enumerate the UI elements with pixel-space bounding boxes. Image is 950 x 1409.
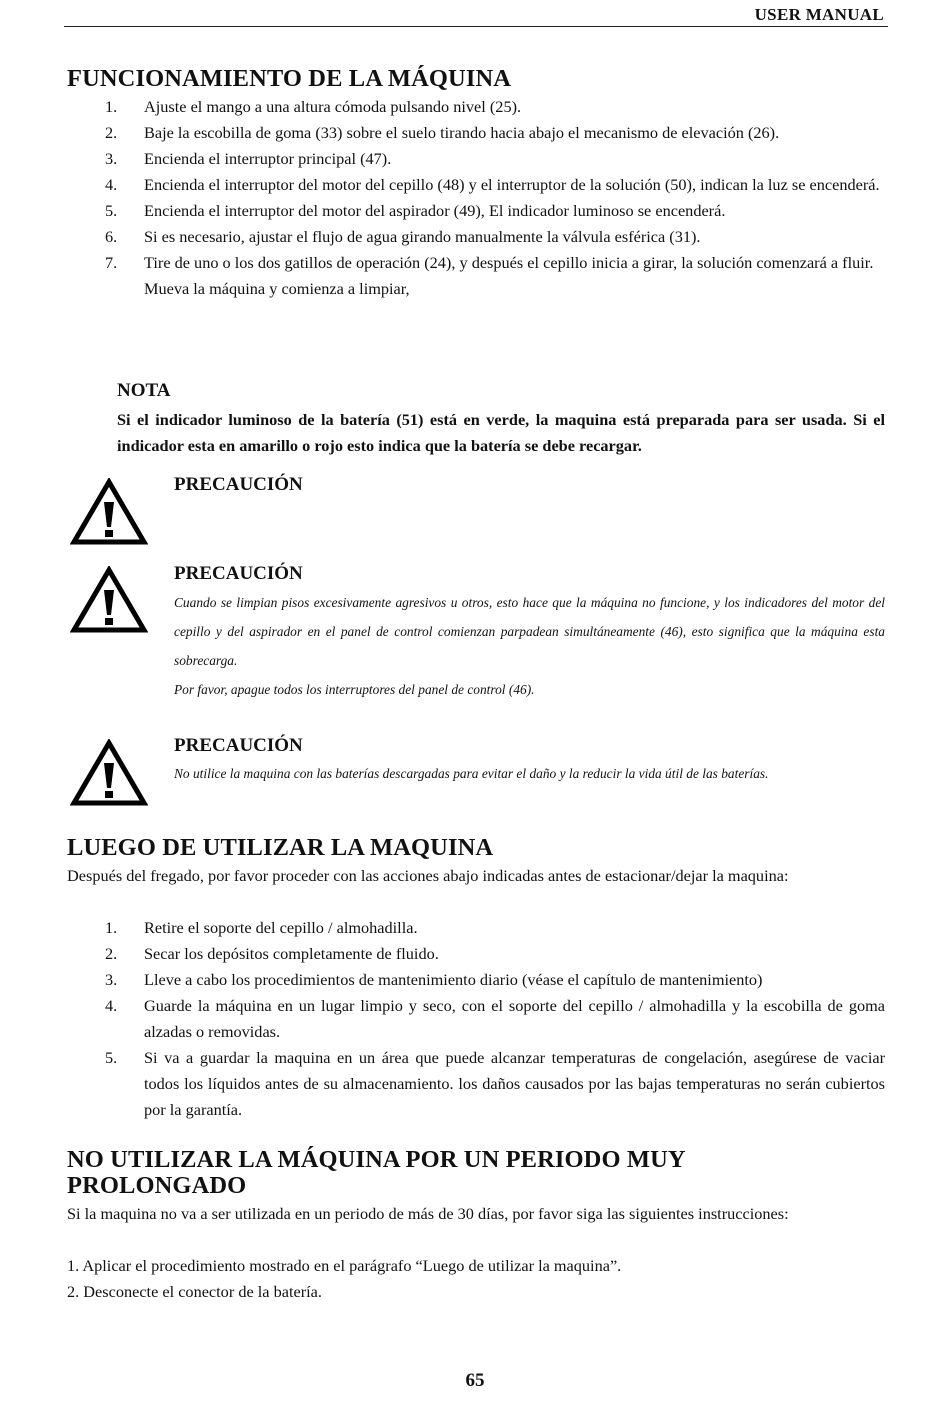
list-item [67, 941, 885, 967]
list-item-number: 7. [105, 253, 118, 272]
list-item-number: 4. [105, 996, 118, 1015]
list-item [67, 993, 885, 1045]
header-divider [64, 26, 888, 27]
list-item [67, 224, 885, 250]
list-item-text: Ajuste el mango a una altura cómoda pulsando nivel (25). [144, 97, 522, 116]
list-item-text: Secar los depósitos completamente de fluido. [144, 944, 439, 963]
list-item-text: Encienda el interruptor del motor del aspirador (49), El indicador luminoso se encenderá. [144, 201, 726, 220]
section-title-long-storage [67, 1147, 686, 1199]
list-item [67, 967, 885, 993]
warning-text: Por favor, apague todos los interruptores del panel de control (46). [174, 682, 535, 697]
warning-text: Cuando se limpian pisos excesivamente agresivos u otros, esto hace que la máquina no funcione, y los indicadores del motor del cepillo y del aspirador en el panel de control comienzan parpadean simultáneamente (46), esto significa que la máquina esta sobrecarga. [174, 595, 885, 668]
list-item [67, 172, 885, 198]
section-title-line: PROLONGADO [67, 1172, 247, 1199]
section-title-operation: FUNCIONAMIENTO DE LA MÁQUINA [67, 65, 512, 92]
list-item-number: 5. [105, 201, 118, 220]
warning-title: PRECAUCIÓN [174, 563, 303, 584]
list-item-number: 2. [105, 944, 118, 963]
warning-title: PRECAUCIÓN [174, 735, 303, 756]
list-item-text: Encienda el interruptor principal (47). [144, 149, 392, 168]
storage-step: 2. Desconecte el conector de la batería. [67, 1282, 322, 1301]
storage-step: 1. Aplicar el procedimiento mostrado en el parágrafo “Luego de utilizar la maquina”. [67, 1256, 622, 1275]
list-item-number: 3. [105, 970, 118, 989]
list-item-text: Si va a guardar la maquina en un área que puede alcanzar temperaturas de congelación, asegúrese de vaciar todos los líquidos antes de su almacenamiento. los daños causados por las bajas temperaturas no serán cubiertos por la garantía. [144, 1048, 898, 1119]
list-item-number: 3. [105, 149, 118, 168]
note-title: NOTA [117, 380, 171, 401]
section-title-after-use: LUEGO DE UTILIZAR LA MAQUINA [67, 834, 494, 861]
list-item [67, 1045, 898, 1123]
warning-triangle-icon [70, 566, 148, 634]
warning-title: PRECAUCIÓN [174, 474, 303, 495]
warning-triangle-icon [70, 739, 148, 807]
list-item-text: Guarde la máquina en un lugar limpio y seco, con el soporte del cepillo / almohadilla y la escobilla de goma alzadas o removidas. [144, 996, 885, 1041]
list-item [67, 250, 885, 302]
list-item-text: Lleve a cabo los procedimientos de mantenimiento diario (véase el capítulo de mantenimiento) [144, 970, 763, 989]
page-number: 65 [465, 1370, 485, 1391]
list-item-number: 1. [105, 97, 118, 116]
list-item-text: Si es necesario, ajustar el flujo de agua girando manualmente la válvula esférica (31). [144, 227, 701, 246]
list-item-text: Baje la escobilla de goma (33) sobre el suelo tirando hacia abajo el mecanismo de elevación (26). [144, 123, 780, 142]
list-item-number: 6. [105, 227, 118, 246]
operation-steps-list [67, 94, 885, 302]
list-item-text: Encienda el interruptor del motor del cepillo (48) y el interruptor de la solución (50), indican la luz se encenderá. [144, 175, 880, 194]
warning-triangle-icon [70, 478, 148, 546]
list-item [67, 915, 885, 941]
list-item [67, 94, 885, 120]
note-text: Si el indicador luminoso de la batería (51) está en verde, la maquina está preparada para ser usada. Si el indicador esta en amarillo o rojo esto indica que la batería se debe recargar. [117, 410, 885, 455]
section-intro: Después del fregado, por favor proceder con las acciones abajo indicadas antes de estacionar/dejar la maquina: [67, 866, 789, 885]
list-item-number: 5. [105, 1048, 118, 1067]
list-item [67, 146, 885, 172]
list-item-number: 4. [105, 175, 118, 194]
list-item-text: Tire de uno o los dos gatillos de operación (24), y después el cepillo inicia a girar, la solución comenzará a fluir. Mueva la máquina y comienza a limpiar, [144, 253, 874, 298]
list-item-number: 1. [105, 918, 118, 937]
list-item-number: 2. [105, 123, 118, 142]
header-title: USER MANUAL [754, 5, 884, 24]
warning-text: No utilice la maquina con las baterías descargadas para evitar el daño y la reducir la vida útil de las baterías. [174, 766, 769, 781]
section-title-line: NO UTILIZAR LA MÁQUINA POR UN PERIODO MUY [67, 1146, 686, 1173]
list-item [67, 198, 885, 224]
section-intro: Si la maquina no va a ser utilizada en un periodo de más de 30 días, por favor siga las siguientes instrucciones: [67, 1204, 789, 1223]
list-item-text: Retire el soporte del cepillo / almohadilla. [144, 918, 418, 937]
after-use-steps-list [67, 915, 898, 1123]
list-item [67, 120, 885, 146]
